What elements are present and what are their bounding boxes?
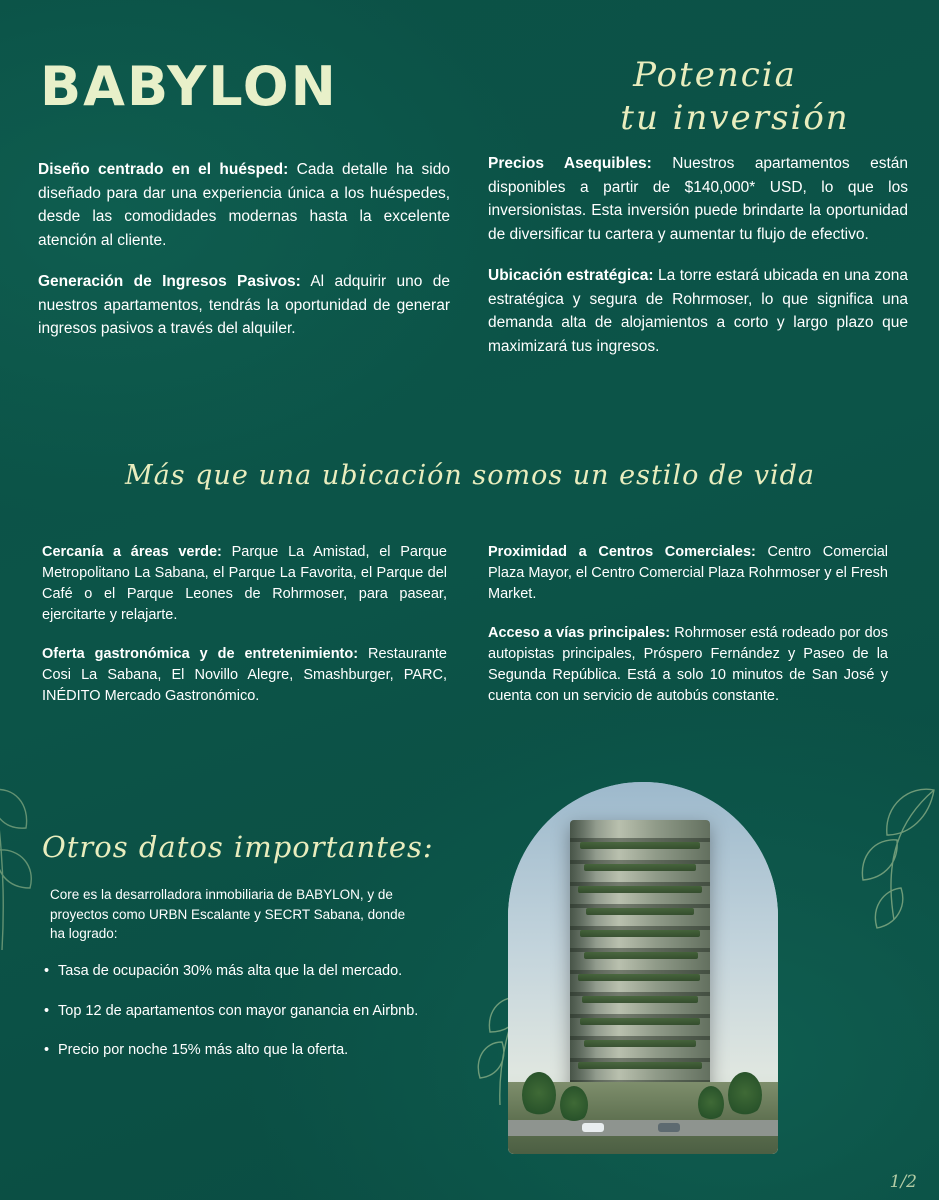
list-item-label: Top 12 de apartamentos con mayor ganancia en Airbnb. bbox=[58, 1002, 419, 1019]
bullet-marker-icon: • bbox=[44, 963, 50, 979]
paragraph-block bbox=[42, 542, 447, 626]
brand-title: BABYLON bbox=[40, 55, 338, 118]
paragraph-text: Nuestros apartamentos están disponibles a partir de $140,000* USD, lo que los inversionistas. Esta inversión puede brindarte la oportunidad de diversificar tu cartera y aumentar tu flujo de efectivo. bbox=[488, 155, 909, 243]
paragraph-block bbox=[38, 270, 450, 341]
middle-script-headline: Más que una ubicación somos un estilo de vida bbox=[124, 460, 816, 491]
list-item-label: Tasa de ocupación 30% más alta que la del mercado. bbox=[58, 963, 403, 979]
header-script bbox=[520, 54, 910, 139]
paragraph-block bbox=[38, 158, 450, 252]
paragraph-text: Centro Comercial Plaza Mayor, el Centro Comercial Plaza Rohrmoser y el Fresh Market. bbox=[488, 544, 888, 603]
tree-icon bbox=[560, 1086, 588, 1124]
paragraph-block bbox=[488, 623, 888, 707]
list-item bbox=[44, 962, 444, 982]
list-item bbox=[44, 1002, 444, 1022]
paragraph-block bbox=[488, 152, 908, 246]
paragraph-text: Parque La Amistad, el Parque Metropolitano La Sabana, el Parque La Favorita, el Parque del Café o el Parque Leones de Rohrmoser, para pasear, ejercitarte y relajarte. bbox=[42, 544, 447, 624]
paragraph-lead: Generación de Ingresos Pasivos: bbox=[38, 273, 301, 291]
paragraph-lead: Ubicación estratégica: bbox=[488, 267, 654, 285]
tower-building bbox=[570, 820, 710, 1110]
paragraph-lead: Oferta gastronómica y de entretenimiento: bbox=[42, 646, 359, 663]
paragraph-block bbox=[488, 264, 908, 358]
car-icon bbox=[658, 1123, 680, 1132]
paragraph-lead: Diseño centrado en el huésped: bbox=[38, 161, 289, 178]
header-script-line1: Potencia bbox=[633, 55, 797, 95]
building-render-image bbox=[508, 782, 778, 1154]
paragraph-lead: Cercanía a áreas verde: bbox=[42, 544, 222, 560]
column-right-top bbox=[488, 152, 908, 376]
leaf-decoration-icon bbox=[839, 780, 939, 950]
paragraph-block bbox=[42, 644, 447, 707]
paragraph-block bbox=[488, 542, 888, 605]
others-bullet-list bbox=[44, 962, 444, 1081]
list-item bbox=[44, 1041, 444, 1061]
list-item-label: Precio por noche 15% más alto que la oferta. bbox=[58, 1042, 349, 1059]
others-intro-text: Core es la desarrolladora inmobiliaria de BABYLON, y de proyectos como URBN Escalante y SECRT Sabana, donde ha logrado: bbox=[50, 887, 406, 942]
page-number: 1/2 bbox=[889, 1172, 917, 1192]
paragraph-lead: Precios Asequibles: bbox=[488, 155, 652, 172]
car-icon bbox=[582, 1123, 604, 1132]
paragraph-lead: Proximidad a Centros Comerciales: bbox=[488, 544, 756, 560]
bullet-marker-icon: • bbox=[44, 1002, 50, 1019]
bullet-marker-icon: • bbox=[44, 1042, 50, 1059]
paragraph-text: Cada detalle ha sido diseñado para dar una experiencia única a los huéspedes, desde las comodidades modernas hasta la excelente atención al cliente. bbox=[38, 161, 450, 249]
road bbox=[508, 1120, 778, 1136]
paragraph-text: La torre estará ubicada en una zona estratégica y segura de Rohrmoser, lo que significa una demanda alta de alojamientos a corto y largo plazo que maximizará tus ingresos. bbox=[488, 267, 908, 355]
tree-icon bbox=[522, 1072, 556, 1118]
paragraph-text: Restaurante Cosi La Sabana, El Novillo Alegre, Smashburger, PARC, INÉDITO Mercado Gastronómico. bbox=[42, 646, 447, 705]
column-left-top bbox=[38, 158, 450, 359]
column-left-middle bbox=[42, 542, 447, 725]
paragraph-text: Rohrmoser está rodeado por dos autopistas principales, Próspero Fernández y Paseo de la Segunda República. Está a solo 10 minutos de San José y cuenta con un servicio de autobús constante. bbox=[488, 625, 888, 705]
others-intro bbox=[50, 885, 410, 960]
column-right-middle bbox=[488, 542, 888, 725]
tree-icon bbox=[728, 1072, 762, 1118]
tree-icon bbox=[698, 1086, 724, 1122]
paragraph-lead: Acceso a vías principales: bbox=[488, 625, 671, 642]
header-script-line2: tu inversión bbox=[620, 97, 850, 138]
others-section-title: Otros datos importantes: bbox=[42, 830, 434, 864]
paragraph-text: Al adquirir uno de nuestros apartamentos, tendrás la oportunidad de generar ingresos pasivos a través del alquiler. bbox=[38, 273, 450, 338]
